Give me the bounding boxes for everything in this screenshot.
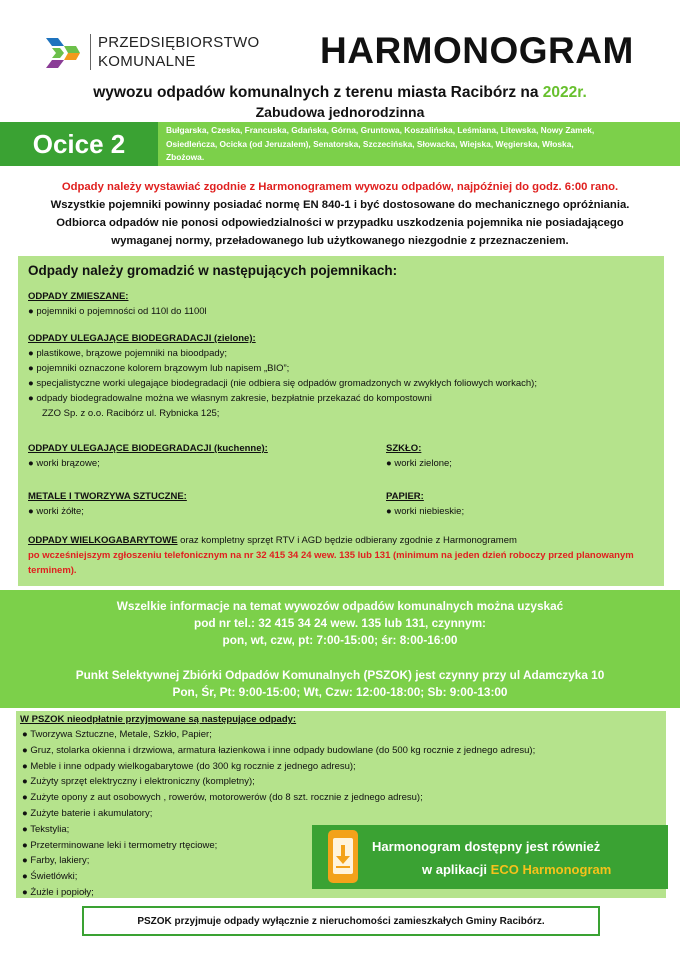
subtitle bbox=[0, 84, 680, 102]
bio-title: ODPADY ULEGAJĄCE BIODEGRADACJI (zielone): bbox=[28, 333, 256, 344]
paper-title: PAPIER: bbox=[386, 491, 424, 502]
download-arrow-icon bbox=[334, 842, 352, 870]
info-line5: Pon, Śr, Pt: 9:00-15:00; Wt, Czw: 12:00-18:00; Sb: 9:00-13:00 bbox=[172, 685, 508, 699]
company-logo bbox=[44, 34, 82, 72]
mixed-item: ● pojemniki o pojemności od 110l do 1100l bbox=[28, 306, 207, 317]
streets-line2: Osiedleńcza, Ocicka (od Jeruzalem), Senatorska, Szczecińska, Słowacka, Wiejska, Węgierska, Włoska, bbox=[166, 138, 574, 149]
subtitle-main: wywozu odpadów komunalnych z terenu miasta Racibórz na bbox=[93, 84, 543, 101]
footer-note: PSZOK przyjmuje odpady wyłącznie z nieruchomości zamieszkałych Gminy Racibórz. bbox=[82, 906, 600, 936]
bio-item-4: ● odpady biodegradowalne można we własnym zakresie, bezpłatnie przekazać do kompostowni bbox=[28, 393, 432, 404]
kitchen-item: ● worki brązowe; bbox=[28, 458, 100, 469]
glass-title: SZKŁO: bbox=[386, 443, 422, 454]
page-title: HARMONOGRAM bbox=[320, 30, 634, 71]
app-promo[interactable] bbox=[312, 825, 668, 889]
notice-line3: Odbiorca odpadów nie ponosi odpowiedzialności w przypadku uszkodzenia pojemnika nie posiadającego bbox=[56, 217, 624, 229]
list-item: ● Przeterminowane leki i termometry rtęciowe; bbox=[22, 839, 218, 851]
list-item: ● Tekstylia; bbox=[22, 823, 70, 835]
streets-line1: Bułgarska, Czeska, Francuska, Gdańska, Górna, Gruntowa, Koszalińska, Leśmiana, Litewska, Nowy Zamek, bbox=[166, 125, 595, 135]
notice-line4: wymaganej normy, przeładowanego lub użytkowanego niezgodnie z przeznaczeniem. bbox=[111, 235, 569, 247]
subtitle-year: 2022r. bbox=[542, 84, 587, 101]
notice bbox=[0, 178, 680, 250]
info-line3: pon, wt, czw, pt: 7:00-15:00; śr: 8:00-16:00 bbox=[222, 633, 458, 647]
mixed-title: ODPADY ZMIESZANE: bbox=[28, 291, 129, 302]
containers-heading: Odpady należy gromadzić w następujących pojemnikach: bbox=[28, 263, 398, 278]
glass-item: ● worki zielone; bbox=[386, 458, 452, 469]
bulky-text: oraz kompletny sprzęt RTV i AGD będzie odbierany zgodnie z Harmonogramem bbox=[177, 535, 517, 546]
location-name: Ocice 2 bbox=[0, 122, 158, 166]
info-line4: Punkt Selektywnej Zbiórki Odpadów Komunalnych (PSZOK) jest czynny przy ul Adamczyka 10 bbox=[75, 668, 605, 682]
metal-title: METALE I TWORZYWA SZTUCZNE: bbox=[28, 491, 187, 502]
notice-line2: Wszystkie pojemniki powinny posiadać normę EN 840-1 i być dostosowane do mechanicznego opróżniania. bbox=[50, 199, 630, 211]
company-name bbox=[98, 33, 259, 71]
notice-line1: Odpady należy wystawiać zgodnie z Harmonogramem wywozu odpadów, najpóźniej do godz. 6:00 rano. bbox=[61, 181, 619, 193]
bio-item-2: ● pojemniki oznaczone kolorem brązowym lub napisem „BIO”; bbox=[28, 363, 290, 374]
pszok-heading: W PSZOK nieodpłatnie przyjmowane są następujące odpady: bbox=[20, 714, 297, 725]
list-item: ● Gruz, stolarka okienna i drzwiowa, armatura łazienkowa i inne odpady budowlane (do 500 kg rocznie z jednego adresu); bbox=[22, 744, 536, 756]
bio-continuation: ZZO Sp. z o.o. Racibórz ul. Rybnicka 125; bbox=[42, 408, 220, 419]
street-list bbox=[166, 124, 676, 165]
logo-separator bbox=[90, 34, 91, 70]
app-name: ECO Harmonogram bbox=[490, 862, 612, 877]
list-item: ● Zużyty sprzęt elektryczny i elektroniczny (kompletny); bbox=[22, 776, 255, 788]
list-item: ● Żużle i popioły; bbox=[22, 886, 94, 898]
bulky-red: po wcześniejszym zgłoszeniu telefonicznym na nr 32 415 34 24 wew. 135 lub 131 (minimum na jeden dzień roboczy przed planowanym terminem). bbox=[28, 550, 634, 576]
kitchen-title: ODPADY ULEGAJĄCE BIODEGRADACJI (kuchenne): bbox=[28, 443, 268, 454]
streets-line3: Zbożowa. bbox=[166, 152, 205, 162]
app-line1: Harmonogram dostępny jest również bbox=[372, 839, 601, 854]
bio-item-1: ● plastikowe, brązowe pojemniki na bioodpady; bbox=[28, 348, 228, 359]
info-line2: pod nr tel.: 32 415 34 24 wew. 135 lub 131, czynnym: bbox=[194, 616, 486, 630]
info-line1: Wszelkie informacje na temat wywozów odpadów komunalnych można uzyskać bbox=[116, 599, 564, 613]
list-item: ● Zużyte baterie i akumulatory; bbox=[22, 807, 153, 819]
list-item: ● Świetlówki; bbox=[22, 871, 78, 883]
list-item: ● Zużyte opony z aut osobowych , rowerów, motorowerów (do 8 szt. rocznie z jednego adresu); bbox=[22, 792, 423, 804]
app-line2: w aplikacji ECO Harmonogram bbox=[422, 862, 612, 877]
bulky-info bbox=[28, 533, 648, 578]
list-item: ● Meble i inne odpady wielkogabarytowe (do 300 kg rocznie z jednego adresu); bbox=[22, 760, 356, 772]
company-line2: KOMUNALNE bbox=[98, 53, 196, 70]
list-item: ● Tworzywa Sztuczne, Metale, Szkło, Papier; bbox=[22, 729, 212, 740]
list-item: ● Farby, lakiery; bbox=[22, 855, 90, 867]
company-line1: PRZEDSIĘBIORSTWO bbox=[98, 34, 260, 51]
paper-item: ● worki niebieskie; bbox=[386, 506, 465, 517]
metal-item: ● worki żółte; bbox=[28, 506, 84, 517]
info-banner bbox=[0, 590, 680, 708]
building-type: Zabudowa jednorodzinna bbox=[255, 104, 425, 120]
bio-item-3: ● specjalistyczne worki ulegające biodegradacji (nie odbiera się odpadów gromadzonych w zwykłych foliowych workach); bbox=[28, 378, 537, 389]
bulky-title: ODPADY WIELKOGABARYTOWE bbox=[28, 535, 178, 546]
